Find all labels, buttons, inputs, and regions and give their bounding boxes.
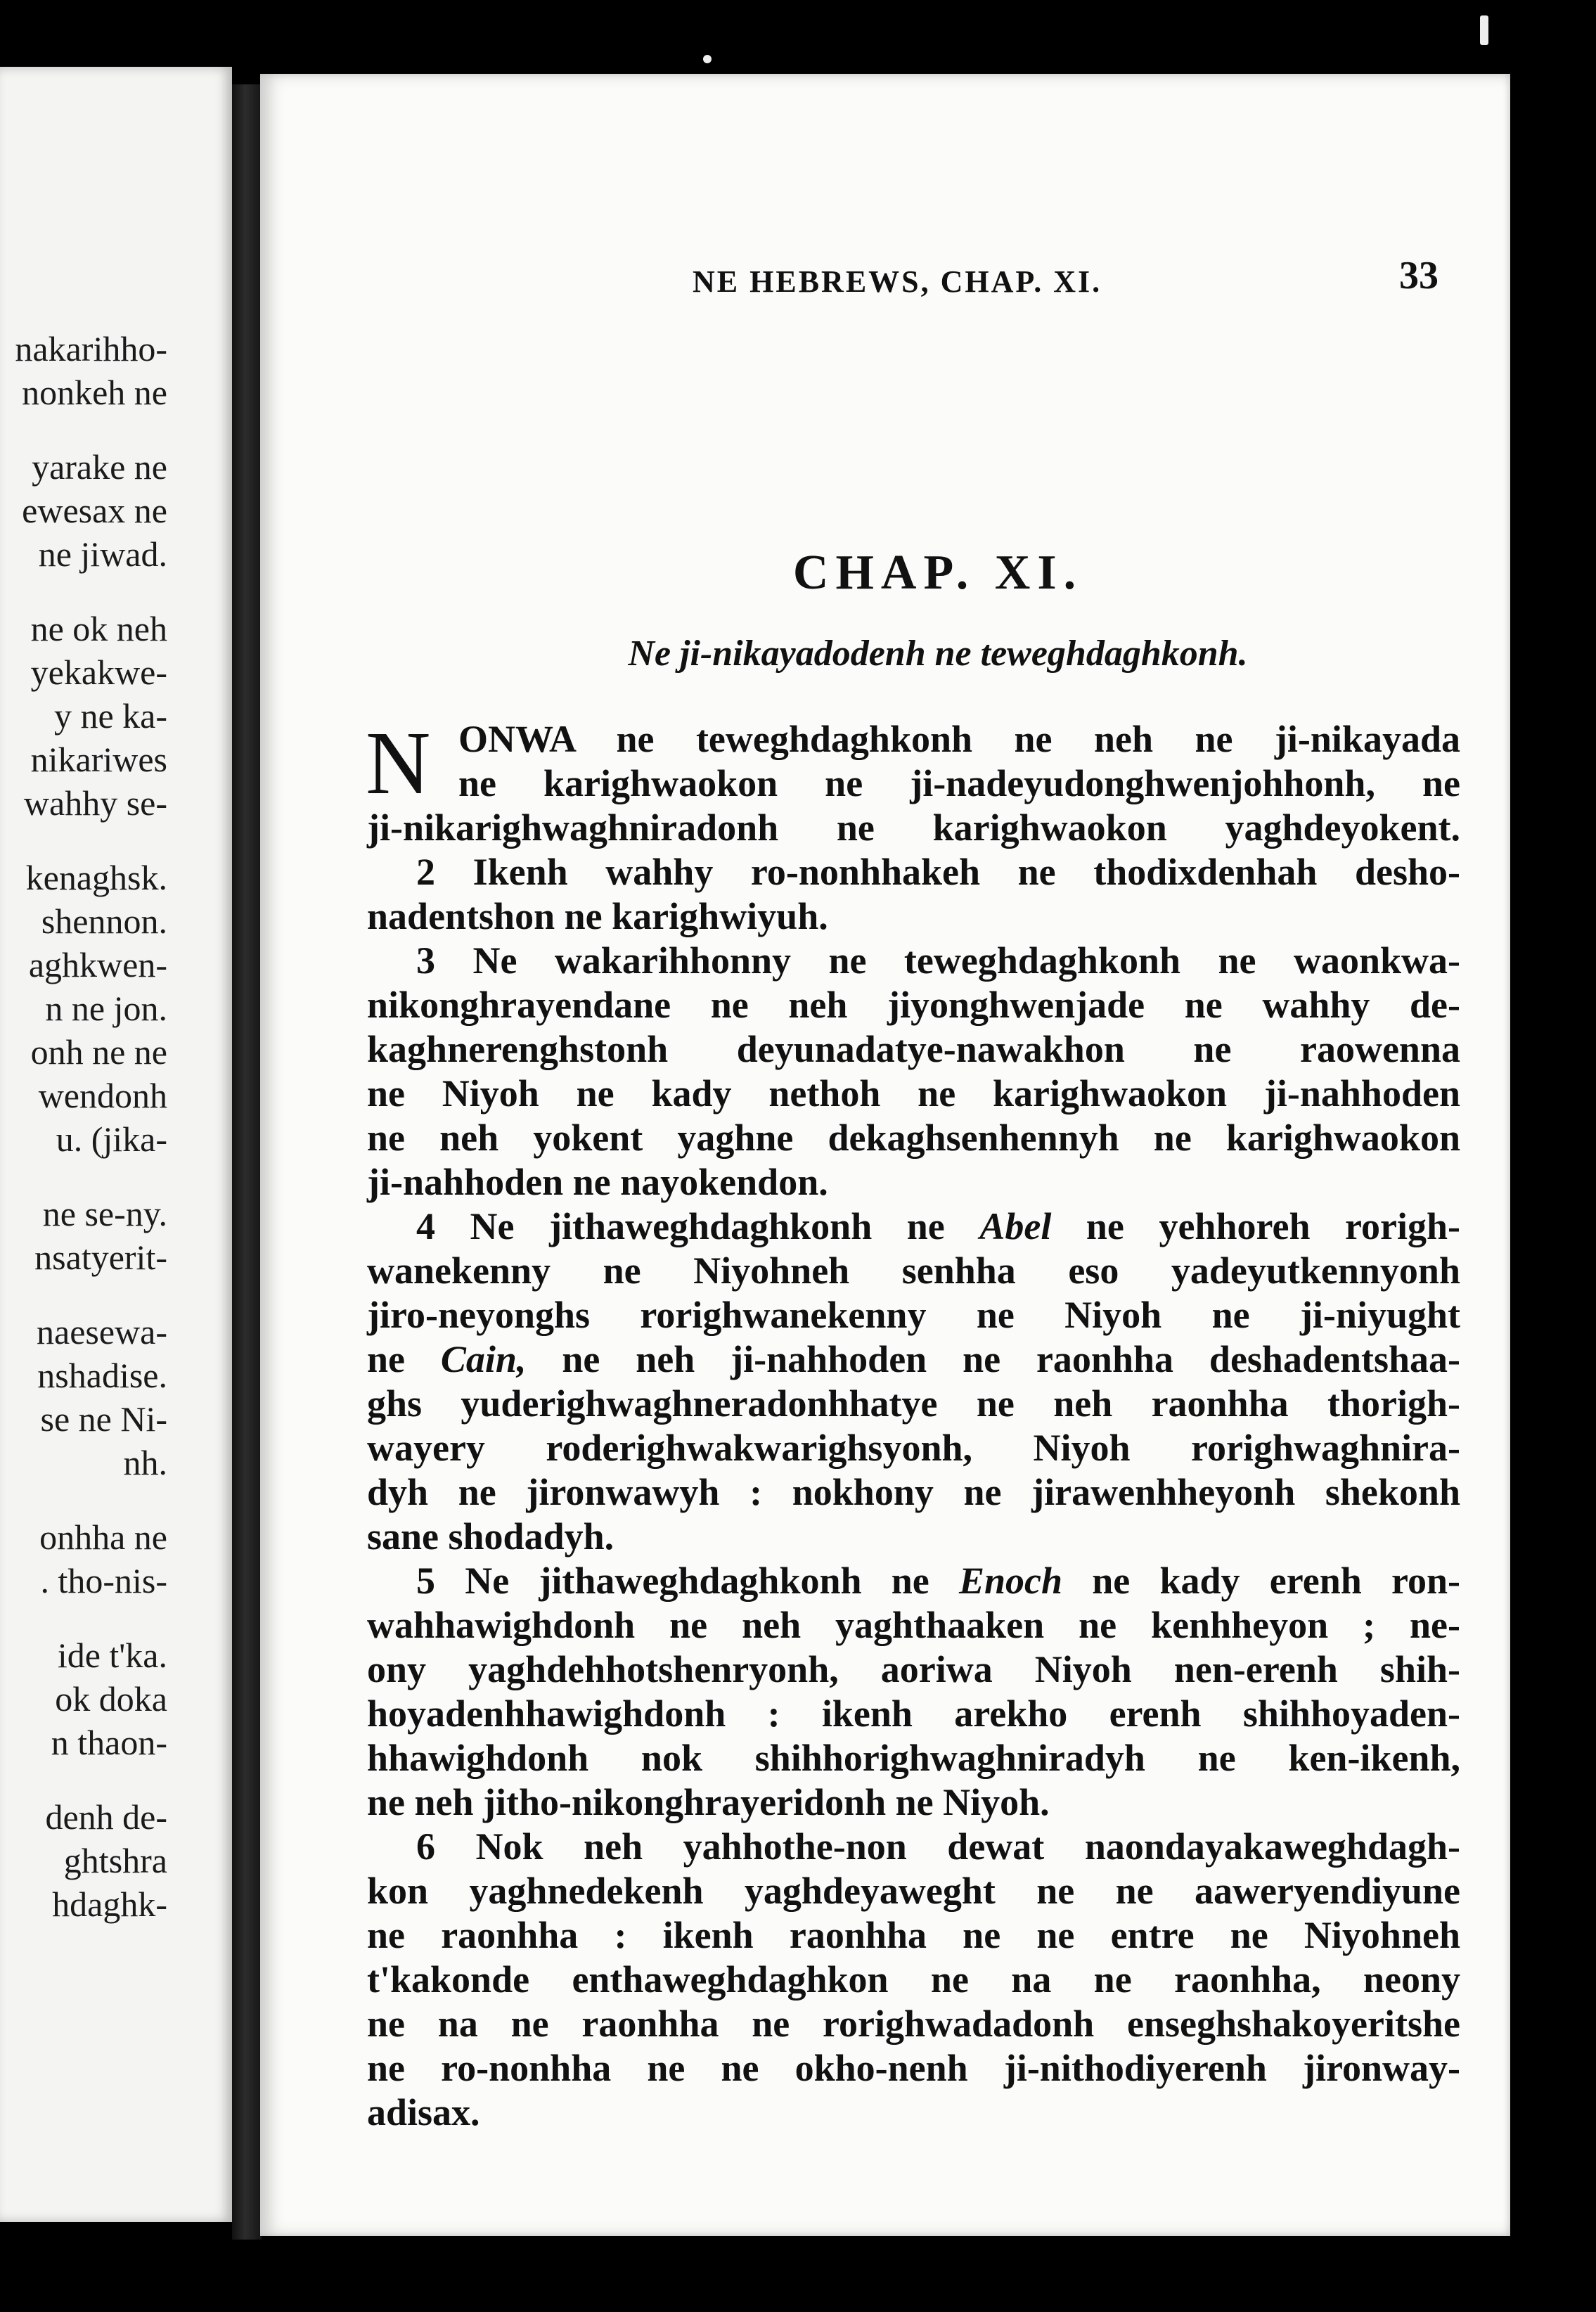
facing-line: y ne ka- [53,696,167,736]
facing-line: wendonh [38,1076,167,1115]
facing-line: yekakwe- [30,653,167,692]
name-enoch: Enoch [959,1560,1063,1602]
facing-line: . tho-nis- [40,1561,167,1600]
text-line: ghs yuderighwaghneradonhhatye ne neh raonhha thorigh- [367,1382,1460,1425]
facing-line: denh de- [45,1797,167,1837]
verse-4-start [367,1205,1460,1249]
text-run: 4 Ne jithaweghdaghkonh ne [416,1205,980,1247]
facing-line: onh ne ne [30,1032,167,1072]
text-line: ne neh jitho-nikonghrayeridonh ne Niyoh. [367,1781,1050,1823]
facing-page [0,67,232,2222]
text-line: nadentshon ne karighwiyuh. [367,895,828,937]
text-run: ne neh ji-nahhoden ne raonhha deshadentshaa- [526,1338,1461,1380]
text-line: hhawighdonh nok shihhorighwaghniradyh ne ken-ikenh, [367,1737,1460,1779]
text-line: adisax. [367,2091,480,2133]
facing-line: u. (jika- [56,1119,167,1159]
scan-speck [703,55,712,63]
facing-line: ide t'ka. [57,1636,167,1675]
chapter-summary: Ne ji-nikayadodenh ne teweghdaghkonh. [628,634,1248,674]
facing-line: ewesax ne [22,491,167,530]
verse-3-start: 3 Ne wakarihhonny ne teweghdaghkonh ne waonkwa- [416,939,1460,982]
facing-line: se ne Ni- [40,1399,167,1439]
facing-line: aghkwen- [28,945,167,984]
facing-line: shennon. [41,901,167,941]
text-line: wayery roderighwakwarighsyonh, Niyoh rorighwaghnira- [367,1427,1460,1469]
text-line: nikonghrayendane ne neh jiyonghwenjade ne wahhy de- [367,984,1460,1026]
facing-line: nonkeh ne [22,373,167,412]
facing-line: yarake ne [32,447,167,487]
facing-line: wahhy se- [23,783,167,823]
facing-line: n ne jon. [45,989,167,1028]
text-line: sane shodadyh. [367,1515,614,1558]
book-page [260,74,1510,2236]
text-line: ne na ne raonhha ne rorighwadadonh enseghshakoyeritshe [367,2003,1460,2045]
text-line: ne karighwaokon ne ji-nadeyudonghwenjohhonh, ne [458,762,1460,804]
text-line: dyh ne jironwawyh : nokhony ne jirawenhheyonh shekonh [367,1471,1460,1513]
facing-line: nikariwes [30,740,167,779]
drop-cap: N [366,713,431,813]
verse-5-start [367,1559,1460,1603]
page-number: 33 [1399,254,1439,297]
text-line: wanekenny ne Niyohneh senhha eso yadeyutkennyonh [367,1250,1460,1292]
text-run: ne [367,1338,441,1380]
facing-line: ne se-ny. [42,1194,167,1233]
facing-page-text [0,327,167,1926]
chapter-text [366,713,1461,2135]
text-line: wahhawighdonh ne neh yaghthaaken ne kenhheyon ; ne- [367,1604,1460,1646]
text-line: ne ro-nonhha ne ne okho-nenh ji-nithodiyerenh jironway- [367,2047,1460,2089]
facing-line: ne ok neh [30,609,167,648]
facing-line: nakarihho- [15,329,167,368]
text-line: kon yaghnedekenh yaghdeyaweght ne ne aaweryendiyune [367,1870,1460,1912]
text-line: t'kakonde enthaweghdaghkon ne na ne raonhha, neony [367,1958,1460,2000]
text-run: ne kady erenh ron- [1062,1560,1460,1602]
text-run: ne yehhoreh rorigh- [1051,1205,1460,1247]
text-line: ONWA ne teweghdaghkonh ne neh ne ji-nikayada [458,718,1460,760]
facing-line: nh. [123,1443,167,1482]
book-gutter [232,84,262,2240]
text-line: ji-nikarighwaghniradonh ne karighwaokon yaghdeyokent. [367,807,1460,849]
facing-line: nsatyerit- [34,1238,167,1277]
text-line: ony yaghdehhotshenryonh, aoriwa Niyoh nen-erenh shih- [367,1648,1460,1690]
text-line: ne Niyoh ne kady nethoh ne karighwaokon ji-nahhoden [367,1072,1460,1115]
running-head: NE HEBREWS, CHAP. XI. [693,264,1102,299]
facing-line: onhha ne [39,1517,167,1557]
name-abel: Abel [979,1205,1052,1247]
facing-line: n thaon- [51,1723,167,1762]
text-line: ji-nahhoden ne nayokendon. [367,1161,828,1203]
text-line: kaghnerenghstonh deyunadatye-nawakhon ne raowenna [367,1028,1460,1070]
facing-line: ok doka [55,1679,167,1719]
verse-2-start: 2 Ikenh wahhy ro-nonhhakeh ne thodixdenhah desho- [416,851,1460,893]
text-line: ne raonhha : ikenh raonhha ne ne entre ne Niyohneh [367,1914,1460,1956]
text-line: ne neh yokent yaghne dekaghsenhennyh ne karighwaokon [367,1117,1460,1159]
text-run: 5 Ne jithaweghdaghkonh ne [416,1560,959,1602]
name-cain: Cain, [440,1338,527,1380]
facing-line: ghtshra [63,1841,167,1880]
text-line: jiro-neyonghs rorighwanekenny ne Niyoh ne ji-niyught [367,1294,1460,1336]
facing-line: kenaghsk. [25,858,167,897]
verse-6-start: 6 Nok neh yahhothe-non dewat naondayakaweghdagh- [416,1825,1460,1868]
text-line [367,1337,1460,1382]
facing-line: nshadise. [37,1356,167,1395]
scan-speck [1480,15,1488,45]
facing-line: naesewa- [37,1312,167,1351]
chapter-heading: CHAP. XI. [792,546,1083,600]
facing-line: ne jiwad. [38,534,167,574]
text-line: hoyadenhhawighdonh : ikenh arekho erenh shihhoyaden- [367,1693,1460,1735]
facing-line: hdaghk- [52,1884,167,1924]
